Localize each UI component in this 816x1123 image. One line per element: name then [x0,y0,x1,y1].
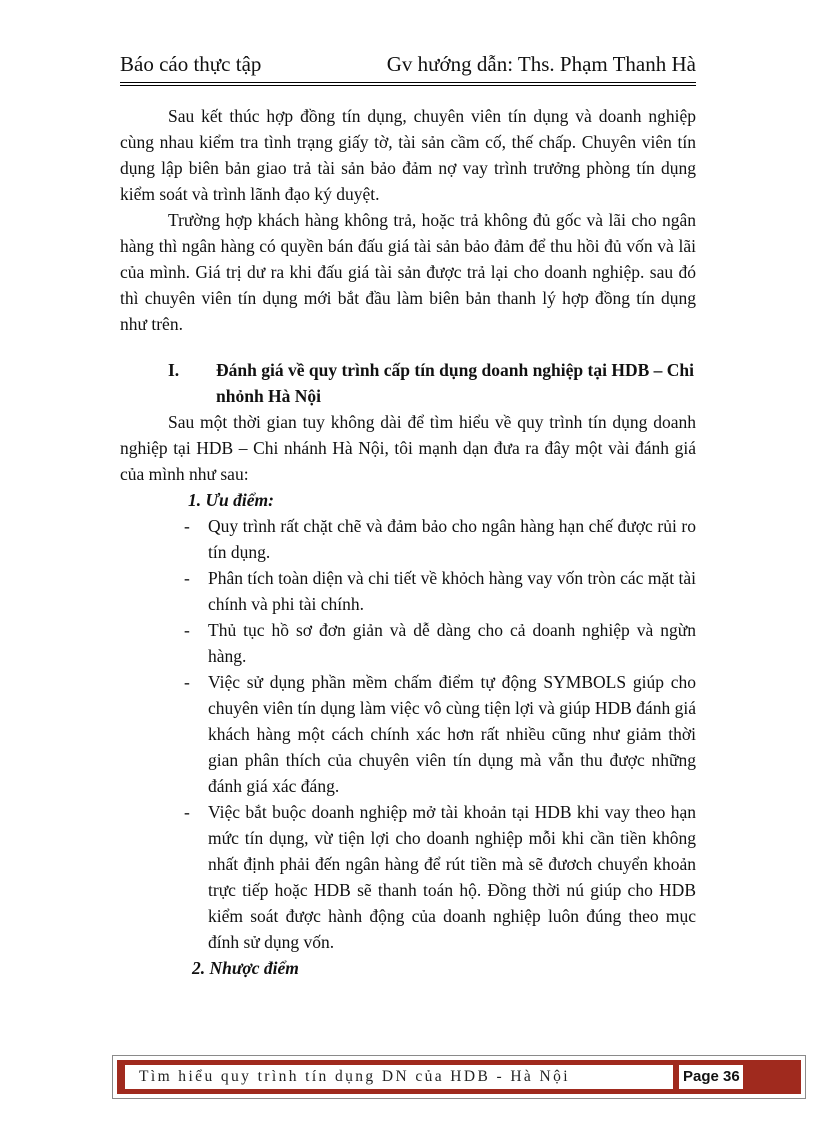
paragraph-3: Sau một thời gian tuy không dài để tìm hiểu về quy trình tín dụng doanh nghiệp tại HDB – Chi nhánh Hà Nội, tôi mạnh dạn đưa ra đây một vài đánh giá của mình như sau: [120,412,696,484]
header-rule [120,82,696,86]
list-item: - Việc sử dụng phần mềm chấm điểm tự động SYMBOLS giúp cho chuyên viên tín dụng làm việc vô cùng tiện lợi và giúp HDB đánh giá khách hàng một cách chính xác hơn rất nhiều cũng như giảm thời gian phân thích của chuyên viên tín dụng mà vẫn thu được những đánh giá xác đáng. [184,669,696,799]
section-title: Đánh giá về quy trình cấp tín dụng doanh nghiệp tại HDB – Chi nhỏnh Hà Nội [216,360,694,406]
header-right-advisor: Gv hướng dẫn: Ths. Phạm Thanh Hà [386,52,696,76]
list-item: - Thủ tục hồ sơ đơn giản và dễ dàng cho cả doanh nghiệp và ngừn hàng. [184,617,696,669]
section-number: I. [168,360,180,380]
spacer [120,337,696,357]
paragraph-2: Trường hợp khách hàng không trả, hoặc trả không đủ gốc và lãi cho ngân hàng thì ngân hàng có quyền bán đấu giá tài sản bảo đảm để thu hồi đủ vốn và lãi của mình. Giá trị dư ra khi đấu giá tài sản được trả lại cho doanh nghiệp. sau đó thì chuyên viên tín dụng mới bắt đầu làm biên bản thanh lý hợp đồng tín dụng như trên. [120,210,696,334]
list-item: - Phân tích toàn diện và chi tiết về khỏch hàng vay vốn tròn các mặt tài chính và phi tài chính. [184,565,696,617]
subheading-advantages: 1. Ưu điểm: [188,490,274,510]
page-number: Page 36 [679,1065,743,1089]
list-item: - Việc bắt buộc doanh nghiệp mở tài khoản tại HDB khi vay theo hạn mức tín dụng, vừ tiện lợi cho doanh nghiệp mỗi khi cần tiền không nhất định phải đến ngân hàng để rút tiền mà sẽ đươch chuyển khoản trực tiếp hoặc HDB sẽ thanh toán hộ. Đồng thời nú giúp cho HDB kiểm soát được hành động của doanh nghiệp luôn đúng theo mục đính sử dụng vốn. [184,799,696,955]
page-header [120,52,696,82]
footer-title: Tìm hiểu quy trình tín dụng DN của HDB - Hà Nội [125,1065,673,1089]
paragraph-1: Sau kết thúc hợp đồng tín dụng, chuyên viên tín dụng và doanh nghiệp cùng nhau kiểm tra tình trạng giấy tờ, tài sản cầm cố, thế chấp. Chuyên viên tín dụng lập biên bản giao trả tài sản bảo đảm nợ vay trình trưởng phòng tín dụng kiểm soát và trình lãnh đạo ký duyệt. [120,106,696,204]
footer-band [117,1060,801,1094]
advantages-list [120,513,696,955]
header-left-title: Báo cáo thực tập [120,52,262,76]
list-item: - Quy trình rất chặt chẽ và đảm bảo cho ngân hàng hạn chế được rủi ro tín dụng. [184,513,696,565]
section-heading [120,357,696,409]
subheading-disadvantages: 2. Nhược điểm [192,958,299,978]
page-body [120,103,696,981]
page-footer [112,1055,806,1099]
